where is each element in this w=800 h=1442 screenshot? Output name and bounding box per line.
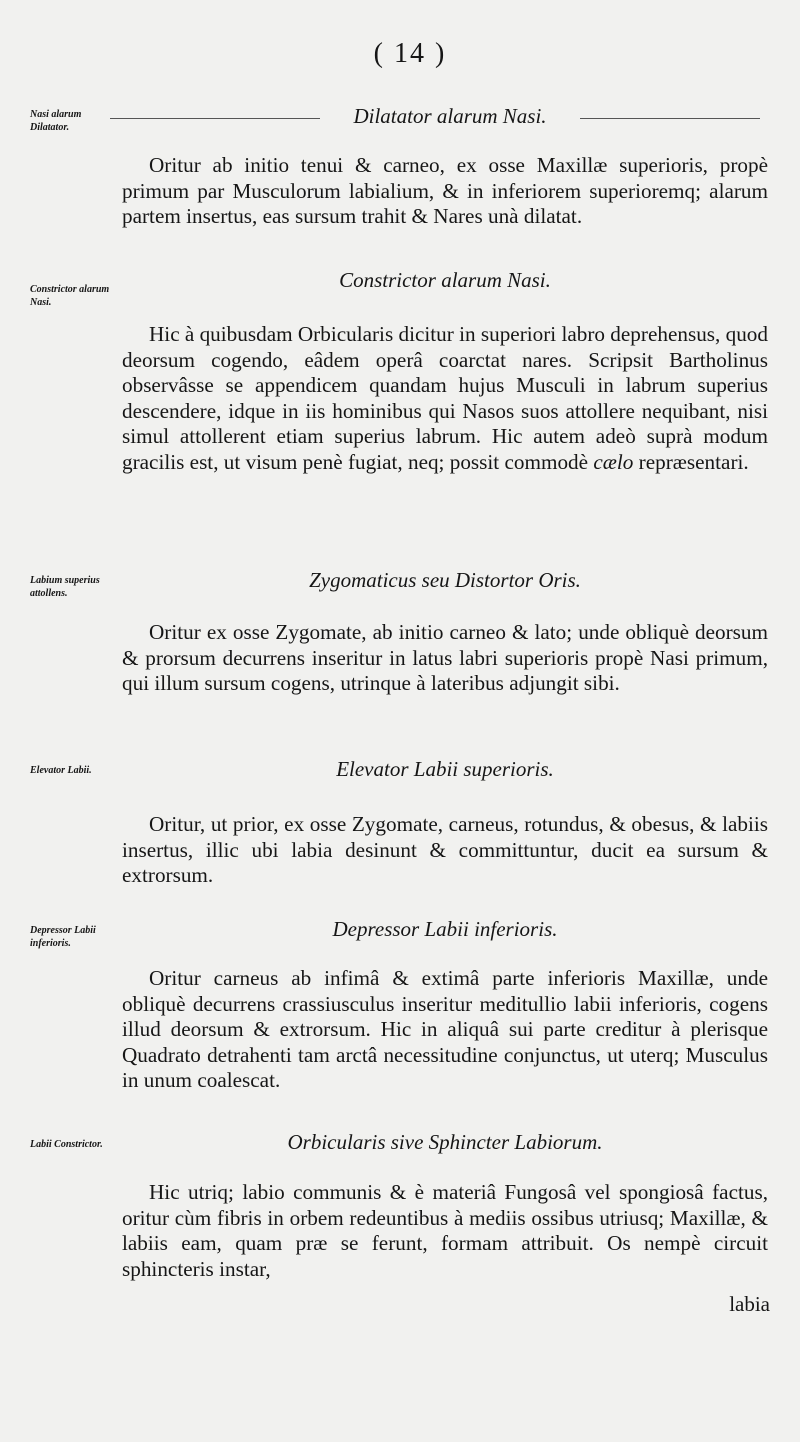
paragraph-constrictor-text: Hic à quibusdam Orbicularis dicitur in superiori labro deprehensus, quod deorsum cogendo, eâdem operâ coarctat nares. Scripsit Bartholinus observâsse se appendicem quandam hujus Musculi in labrum superius descendere, idque in iis hominibus qui Nasos suos attollere nequibant, nisi simul attollerent etiam superius labrum. Hic autem adeò suprà modum gracilis est, ut visum penè fugiat, neq; possit commodè [122,322,768,474]
margin-note-constrictor: Constrictor alarum Nasi. [30,284,110,308]
paragraph-zygomaticus: Oritur ex osse Zygomate, ab initio carneo & lato; unde obliquè deorsum & prorsum decurrens inseritur in latus labri superioris propè Nasi primum, qui illum sursum cogens, utrinque à lateribus adjungit sibi. [122,620,768,695]
margin-note-depressor: Depressor Labii inferioris. [30,925,96,949]
margin-note-labium: Labium superius attollens. [30,575,100,599]
page-number: ( 14 ) [373,38,447,69]
heading-constrictor: Constrictor alarum Nasi. [339,268,551,292]
paragraph-orbicularis: Hic utriq; labio communis & è materiâ Fungosâ vel spongiosâ factus, oritur cùm fibris in orbem redeuntibus à mediis ossibus utriusq; Maxillæ, & labiis eam, quam præ se ferunt, formam attribuit. Os nempè circuit sphincteris instar, [122,1180,768,1281]
paragraph-dilatator: Oritur ab initio tenui & carneo, ex osse Maxillæ superioris, propè primum par Musculorum labialium, & in inferiorem superioremq; alarum partem insertus, eas sursum trahit & Nares unà dilatat. [122,153,768,228]
paragraph-constrictor-italic: cælo [593,449,634,474]
heading-orbicularis: Orbicularis sive Sphincter Labiorum. [287,1130,603,1154]
heading-depressor: Depressor Labii inferioris. [332,917,558,941]
heading-dilatator: Dilatator alarum Nasi. [320,104,580,129]
heading-zygomaticus: Zygomaticus seu Distortor Oris. [309,568,581,592]
paragraph-constrictor-end: repræsentari. [633,449,749,474]
margin-note-dilatator: Nasi alarum Dilatator. [30,109,82,133]
paragraph-elevator: Oritur, ut prior, ex osse Zygomate, carneus, rotundus, & obesus, & labiis insertus, illic ubi labia desinunt & committuntur, ducit ea sursum & extrorsum. [122,812,768,887]
margin-note-labii-constrictor: Labii Constrictor. [30,1139,103,1150]
margin-note-elevator: Elevator Labii. [30,765,92,776]
heading-elevator: Elevator Labii superioris. [336,757,554,781]
catchword: labia [729,1292,770,1316]
paragraph-constrictor [122,322,768,475]
paragraph-depressor: Oritur carneus ab infimâ & extimâ parte inferioris Maxillæ, unde obliquè decurrens crassiusculus inseritur meditullio labii inferioris, cogens illud deorsum & extrorsum. Hic in aliquâ sui parte creditur à plerisque Quadrato detrahenti tam arctâ necessitudine conjunctus, ut uterq; Musculus in unum coalescat. [122,966,768,1092]
